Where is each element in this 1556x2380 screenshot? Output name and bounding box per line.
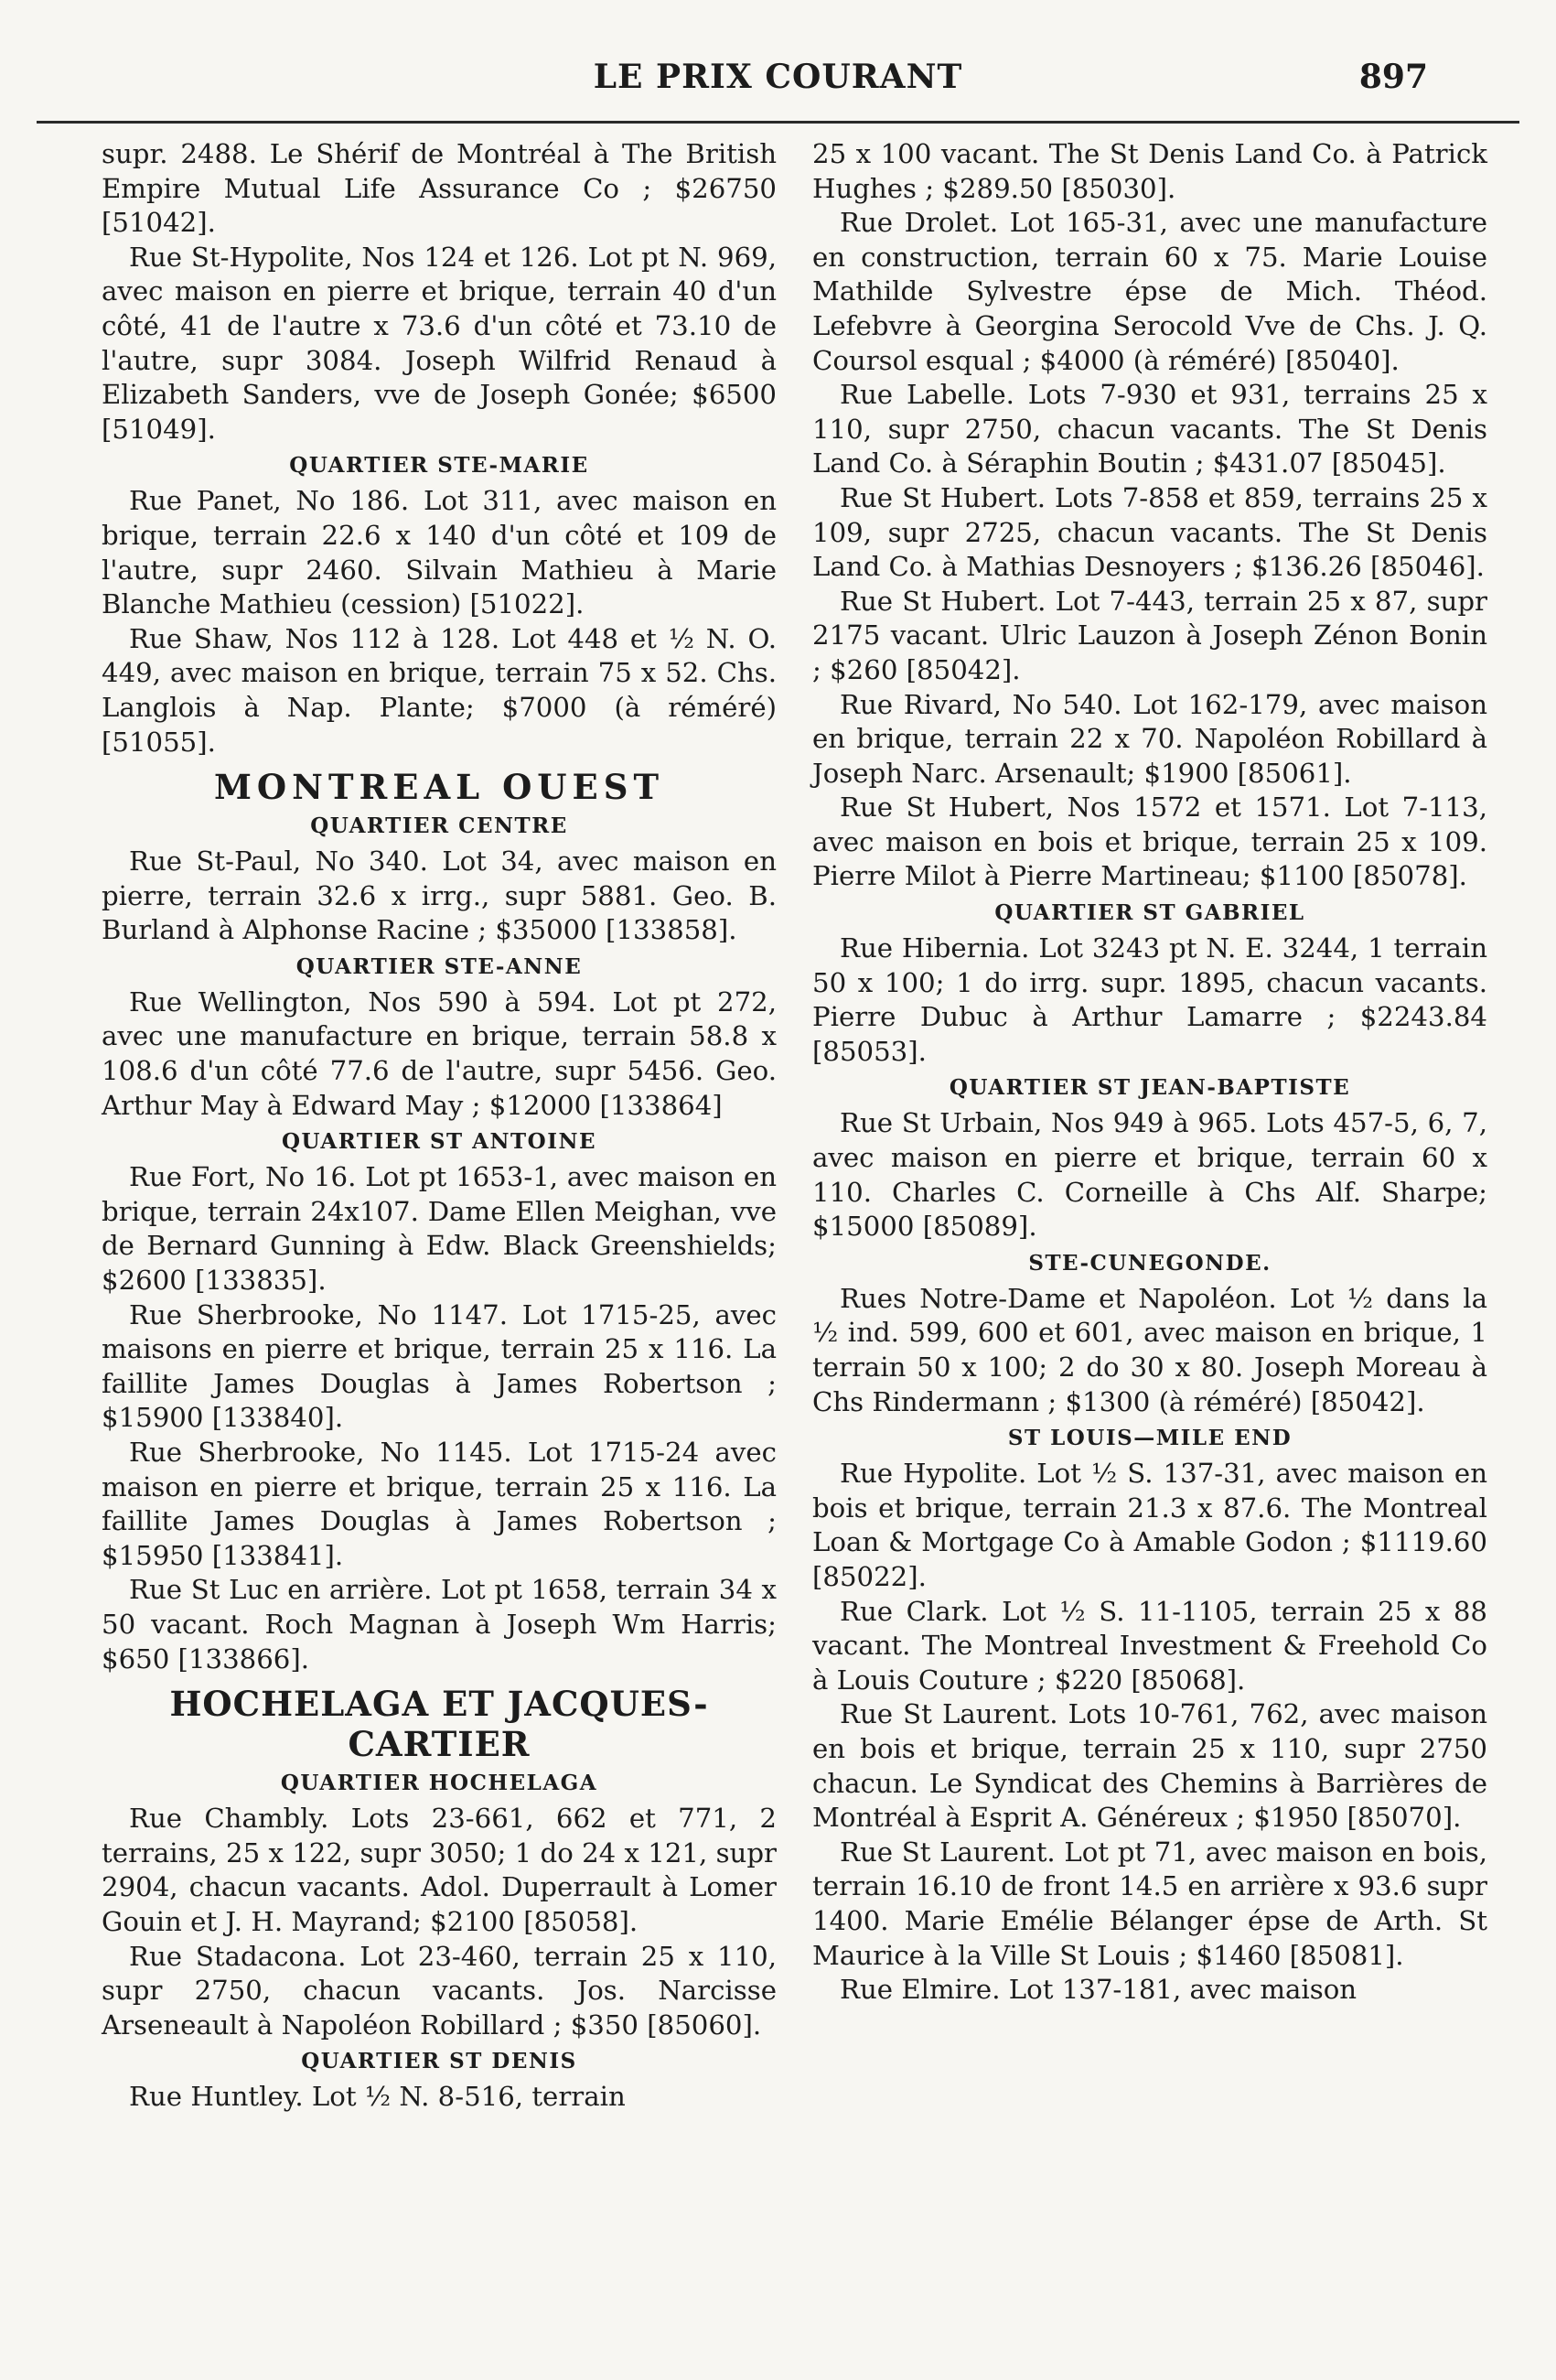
property-entry: Rue St-Hypolite, Nos 124 et 126. Lot pt N. 969, avec maison en pierre et brique, terrain 40 d'un côté, 41 de l'autre x 73.6 d'un côté et 73.10 de l'autre, supr 3084. Joseph Wilfrid Renaud à Elizabeth Sanders, vve de Joseph Gonée; $6500 [51049]. (102, 241, 777, 445)
property-entry: Rue Wellington, Nos 590 à 594. Lot pt 272, avec une manufacture en brique, terrain 58.8 x 108.6 d'un côté 77.6 de l'autre, supr 5456. Geo. Arthur May à Edward May ; $12000 [133864] (102, 985, 777, 1121)
district-heading: ST LOUIS—MILE END (1007, 1426, 1293, 1451)
property-entry: Rue St Laurent. Lots 10-761, 762, avec maison en bois et brique, terrain 25 x 110, supr 2750 chacun. Le Syndicat des Chemins à Barrières de Montréal à Esprit A. Généreux ; $1950 [85070]. (812, 1698, 1487, 1834)
property-entry: Rue Shaw, Nos 112 à 128. Lot 448 et ½ N. O. 449, avec maison en brique, terrain 75 x 52. Chs. Langlois à Nap. Plante; $7000 (à réméré) [51055]. (102, 622, 777, 758)
property-entry: Rue Drolet. Lot 165-31, avec une manufacture en construction, terrain 60 x 75. Marie Louise Mathilde Sylvestre épse de Mich. Théod. Lefebvre à Georgina Serocold Vve de Chs. J. Q. Coursol esqual ; $4000 (à réméré) [85040]. (812, 207, 1487, 376)
district-heading: QUARTIER ST DENIS (301, 2049, 577, 2074)
property-entry: Rues Notre-Dame et Napoléon. Lot ½ dans la ½ ind. 599, 600 et 601, avec maison en brique, 1 terrain 50 x 100; 2 do 30 x 80. Joseph Moreau à Chs Rindermann ; $1300 (à réméré) [85042]. (812, 1282, 1487, 1417)
header-rule (37, 121, 1519, 124)
district-heading: QUARTIER STE-MARIE (289, 453, 589, 479)
property-entry: Rue Panet, No 186. Lot 311, avec maison en brique, terrain 22.6 x 140 d'un côté et 109 de l'autre, supr 2460. Silvain Mathieu à Marie Blanche Mathieu (cession) [51022]. (102, 485, 777, 620)
district-heading: QUARTIER ST JEAN-BAPTISTE (949, 1075, 1351, 1101)
left-column (102, 137, 777, 2115)
section-heading: MONTREAL OUEST (213, 767, 665, 808)
property-entry: Rue St-Paul, No 340. Lot 34, avec maison en pierre, terrain 32.6 x irrg., supr 5881. Geo. B. Burland à Alphonse Racine ; $35000 [133858]. (102, 845, 777, 946)
property-entry: supr. 2488. Le Shérif de Montréal à The British Empire Mutual Life Assurance Co ; $26750 [51042]. (102, 138, 777, 239)
property-entry: Rue Stadacona. Lot 23-460, terrain 25 x 110, supr 2750, chacun vacants. Jos. Narcisse Arseneault à Napoléon Robillard ; $350 [85060]. (102, 1940, 777, 2041)
property-entry: Rue Labelle. Lots 7-930 et 931, terrains 25 x 110, supr 2750, chacun vacants. The St Denis Land Co. à Séraphin Boutin ; $431.07 [85045]. (812, 379, 1487, 479)
property-entry: Rue St Hubert, Nos 1572 et 1571. Lot 7-113, avec maison en bois et brique, terrain 25 x 109. Pierre Milot à Pierre Martineau; $1100 [85078]. (812, 792, 1487, 892)
property-entry: Rue Sherbrooke, No 1145. Lot 1715-24 avec maison en pierre et brique, terrain 25 x 116. La faillite James Douglas à James Robertson ; $15950 [133841]. (102, 1437, 777, 1571)
property-entry: Rue Clark. Lot ½ S. 11-1105, terrain 25 x 88 vacant. The Montreal Investment & Freehold Co à Louis Couture ; $220 [85068]. (812, 1595, 1487, 1696)
district-heading: QUARTIER ST ANTOINE (281, 1129, 597, 1155)
district-heading: QUARTIER HOCHELAGA (280, 1771, 598, 1796)
property-entry: Rue St Hubert. Lots 7-858 et 859, terrains 25 x 109, supr 2725, chacun vacants. The St Denis Land Co. à Mathias Desnoyers ; $136.26 [85046]. (812, 481, 1487, 583)
district-heading: STE-CUNEGONDE. (1028, 1250, 1272, 1276)
property-entry: 25 x 100 vacant. The St Denis Land Co. à Patrick Hughes ; $289.50 [85030]. (812, 138, 1487, 204)
property-entry: Rue Hibernia. Lot 3243 pt N. E. 3244, 1 terrain 50 x 100; 1 do irrg. supr. 1895, chacun vacants. Pierre Dubuc à Arthur Lamarre ; $2243.84 [85053]. (812, 932, 1487, 1067)
property-entry: Rue St Laurent. Lot pt 71, avec maison en bois, terrain 16.10 de front 14.5 en arrière x 93.6 supr 1400. Marie Emélie Bélanger épse de Arth. St Maurice à la Ville St Louis ; $1460 [85081]. (812, 1836, 1487, 1971)
property-entry: Rue Chambly. Lots 23-661, 662 et 771, 2 terrains, 25 x 122, supr 3050; 1 do 24 x 121, supr 2904, chacun vacants. Adol. Duperrault à Lomer Gouin et J. H. Mayrand; $2100 [85058]. (102, 1803, 777, 1937)
section-heading: HOCHELAGA ET JACQUES-CARTIER (169, 1684, 709, 1765)
property-entry: Rue Rivard, No 540. Lot 162-179, avec maison en brique, terrain 22 x 70. Napoléon Robillard à Joseph Narc. Arsenault; $1900 [85061]. (812, 688, 1487, 789)
property-entry: Rue Huntley. Lot ½ N. 8-516, terrain (129, 2081, 626, 2113)
property-entry: Rue St Urbain, Nos 949 à 965. Lots 457-5, 6, 7, avec maison en pierre et brique, terrain 60 x 110. Charles C. Corneille à Chs Alf. Sharpe; $15000 [85089]. (812, 1107, 1487, 1243)
right-column (812, 137, 1487, 2008)
property-entry: Rue St Luc en arrière. Lot pt 1658, terrain 34 x 50 vacant. Roch Magnan à Joseph Wm Harris; $650 [133866]. (102, 1574, 777, 1675)
publication-title: LE PRIX COURANT (593, 58, 963, 96)
property-entry: Rue St Hubert. Lot 7-443, terrain 25 x 87, supr 2175 vacant. Ulric Lauzon à Joseph Zénon Bonin ; $260 [85042]. (812, 585, 1487, 685)
district-heading: QUARTIER STE-ANNE (295, 953, 583, 979)
district-heading: QUARTIER ST GABRIEL (994, 900, 1305, 926)
page-number: 897 (1358, 58, 1428, 96)
page-header (37, 50, 1519, 105)
property-entry: Rue Hypolite. Lot ½ S. 137-31, avec maison en bois et brique, terrain 21.3 x 87.6. The Montreal Loan & Mortgage Co à Amable Godon ; $1119.60 [85022]. (812, 1458, 1487, 1592)
property-entry: Rue Sherbrooke, No 1147. Lot 1715-25, avec maisons en pierre et brique, terrain 25 x 116. La faillite James Douglas à James Robertson ; $15900 [133840]. (102, 1298, 777, 1434)
property-entry: Rue Elmire. Lot 137-181, avec maison (840, 1974, 1357, 2006)
district-heading: QUARTIER CENTRE (310, 813, 568, 839)
property-entry: Rue Fort, No 16. Lot pt 1653-1, avec maison en brique, terrain 24x107. Dame Ellen Meighan, vve de Bernard Gunning à Edw. Black Greenshields; $2600 [133835]. (102, 1161, 777, 1297)
